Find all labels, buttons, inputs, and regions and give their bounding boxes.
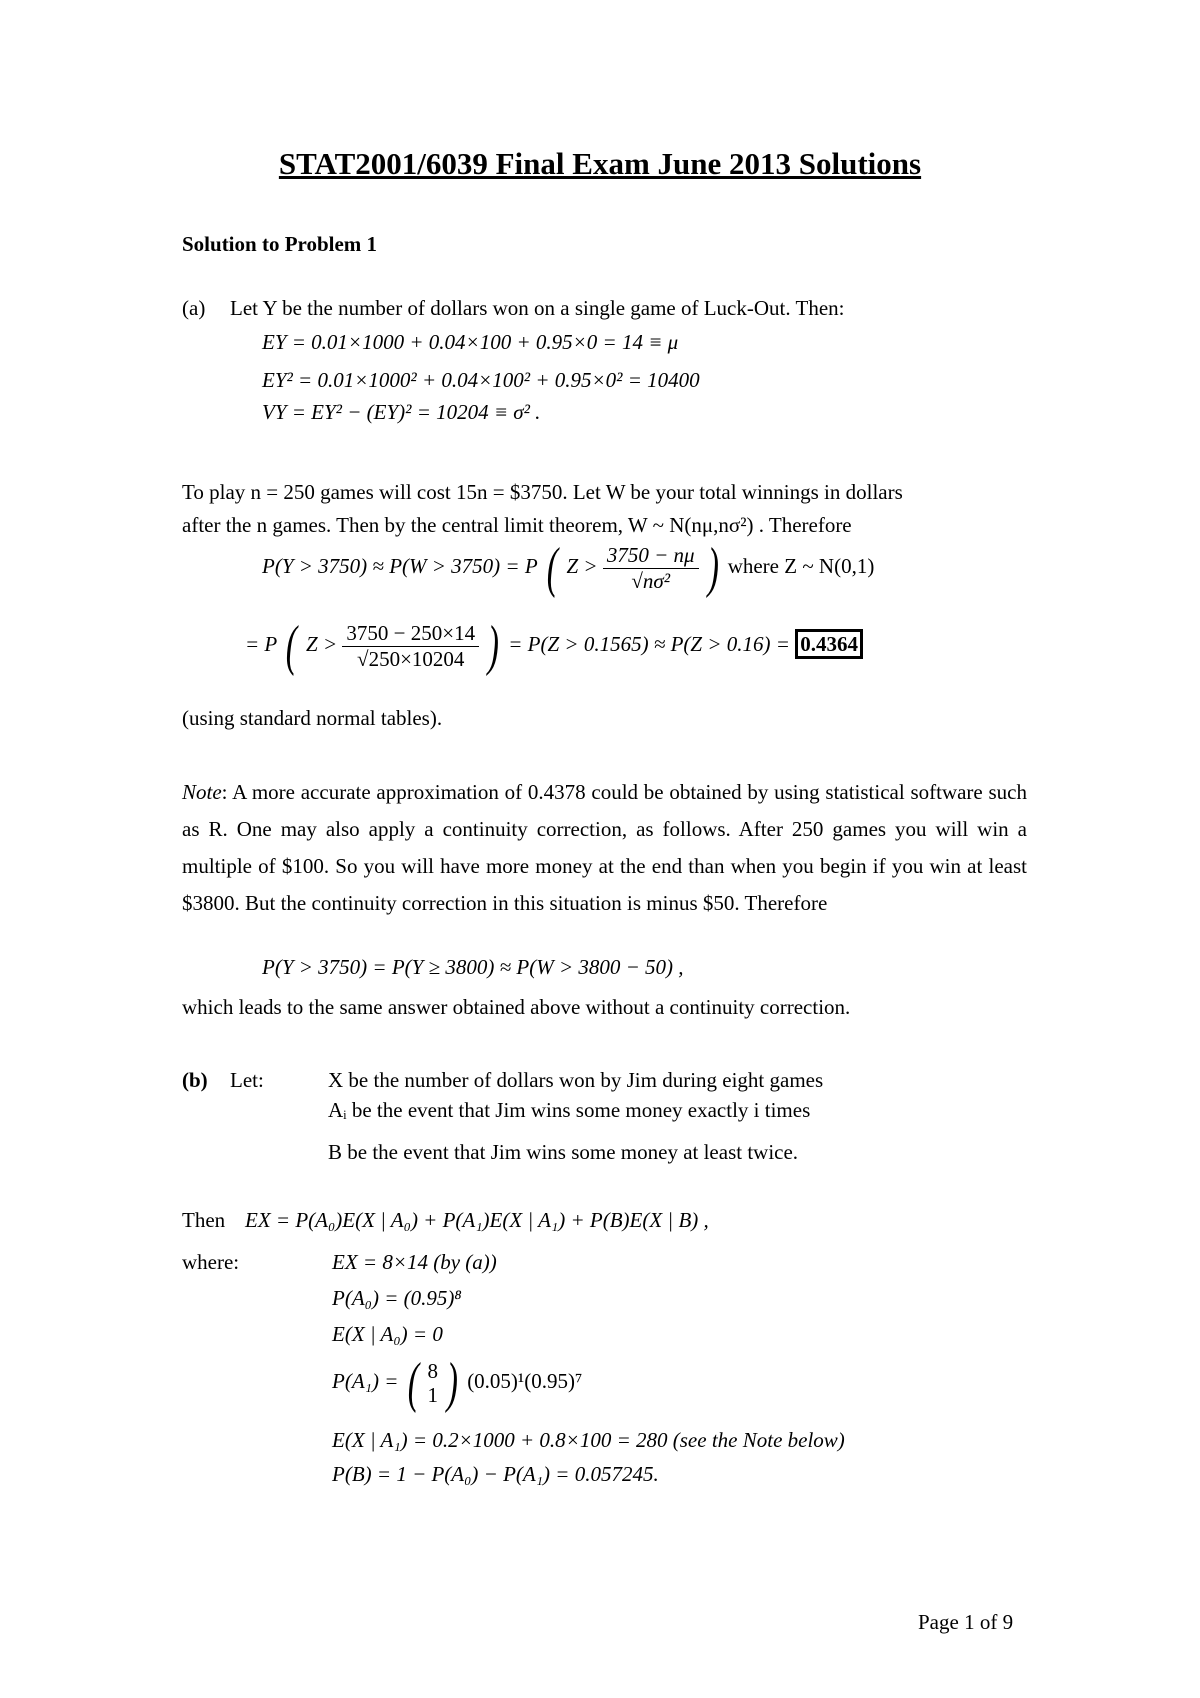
probability-expression (262, 537, 875, 599)
tables-note: (using standard normal tables). (182, 706, 443, 730)
left-paren: ( (285, 615, 298, 677)
right-paren: ) (707, 537, 719, 599)
calculation-expression (245, 615, 863, 677)
equation-ey: EY = 0.01×1000 + 0.04×100 + 0.95×0 = 14 ≡ μ (262, 330, 679, 354)
definition-x: X be the number of dollars won by Jim during eight games (328, 1068, 824, 1092)
answer-box: 0.4364 (795, 629, 863, 659)
pa1-lhs: P(A₁) = (332, 1368, 399, 1393)
paragraph-line: after the n games. Then by the central limit theorem, W ~ N(nμ,nσ²) . Therefore (182, 513, 852, 537)
fraction-denominator: √nσ² (631, 568, 671, 593)
calculation-lhs: = P (245, 631, 277, 656)
where-exa1: E(X | A₁) = 0.2×1000 + 0.8×100 = 280 (see the Note below) (332, 1428, 845, 1452)
binomial-top: 8 (427, 1359, 439, 1383)
fraction-denominator: √250×10204 (357, 646, 465, 671)
note-equation: P(Y > 3750) = P(Y ≥ 3800) ≈ P(W > 3800 − 50) , (262, 955, 684, 979)
part-a-intro: Let Y be the number of dollars won on a single game of Luck-Out. Then: (230, 296, 845, 320)
paragraph-line: To play n = 250 games will cost 15n = $3750. Let W be your total winnings in dollars (182, 480, 903, 504)
note-conclusion: which leads to the same answer obtained above without a continuity correction. (182, 995, 851, 1019)
calculation-z: Z > (306, 631, 338, 656)
where-pa0: P(A₀) = (0.95)⁸ (332, 1286, 462, 1310)
equation-vy: VY = EY² − (EY)² = 10204 ≡ σ² . (262, 400, 541, 424)
left-paren: ( (546, 537, 558, 599)
fraction-numerator: 3750 − nμ (603, 543, 699, 569)
binomial-bottom: 1 (427, 1383, 439, 1407)
where-exa0: E(X | A₀) = 0 (332, 1322, 443, 1346)
note-paragraph (182, 774, 1027, 922)
binomial-coefficient (428, 1359, 439, 1407)
note-label: Note (182, 780, 222, 804)
then-equation: EX = P(A₀)E(X | A₀) + P(A₁)E(X | A₁) + P(B)E(X | B) , (245, 1208, 709, 1232)
where-pb: P(B) = 1 − P(A₀) − P(A₁) = 0.057245. (332, 1462, 659, 1486)
where-label: where: (182, 1250, 240, 1274)
document-title: STAT2001/6039 Final Exam June 2013 Solutions (278, 146, 922, 181)
where-ex: EX = 8×14 (by (a)) (332, 1250, 497, 1274)
left-paren: ( (407, 1352, 419, 1414)
probability-z: Z > (566, 553, 598, 578)
where-pa1 (332, 1352, 583, 1414)
fraction (603, 543, 699, 594)
then-label: Then (182, 1208, 226, 1232)
calculation-rhs: = P(Z > 0.1565) ≈ P(Z > 0.16) = (508, 631, 790, 656)
definition-b: B be the event that Jim wins some money at least twice. (328, 1140, 799, 1164)
probability-where: where Z ~ N(0,1) (727, 553, 875, 578)
part-b-let: Let: (230, 1068, 264, 1092)
part-a-label: (a) (182, 296, 206, 320)
equation-ey2: EY² = 0.01×1000² + 0.04×100² + 0.95×0² = 10400 (262, 368, 700, 392)
page-number: Page 1 of 9 (918, 1610, 1014, 1634)
part-b-label: (b) (182, 1068, 208, 1092)
right-paren: ) (447, 1352, 459, 1414)
definition-a: Aᵢ be the event that Jim wins some money exactly i times (328, 1098, 811, 1122)
fraction-numerator: 3750 − 250×14 (342, 621, 479, 647)
right-paren: ) (488, 615, 500, 677)
probability-lhs: P(Y > 3750) ≈ P(W > 3750) = P (262, 553, 538, 578)
pa1-rhs: (0.05)¹(0.95)⁷ (467, 1368, 583, 1393)
note-text: : A more accurate approximation of 0.4378 could be obtained by using statistical software such as R. One may also apply a continuity correction, as follows. After 250 games you will win a multiple of $100. So you will have more money at the end than when you begin if you win at least $3800. But the continuity correction in this situation is minus $50. Therefore (182, 780, 1027, 915)
section-heading: Solution to Problem 1 (182, 232, 378, 256)
fraction (342, 621, 479, 672)
